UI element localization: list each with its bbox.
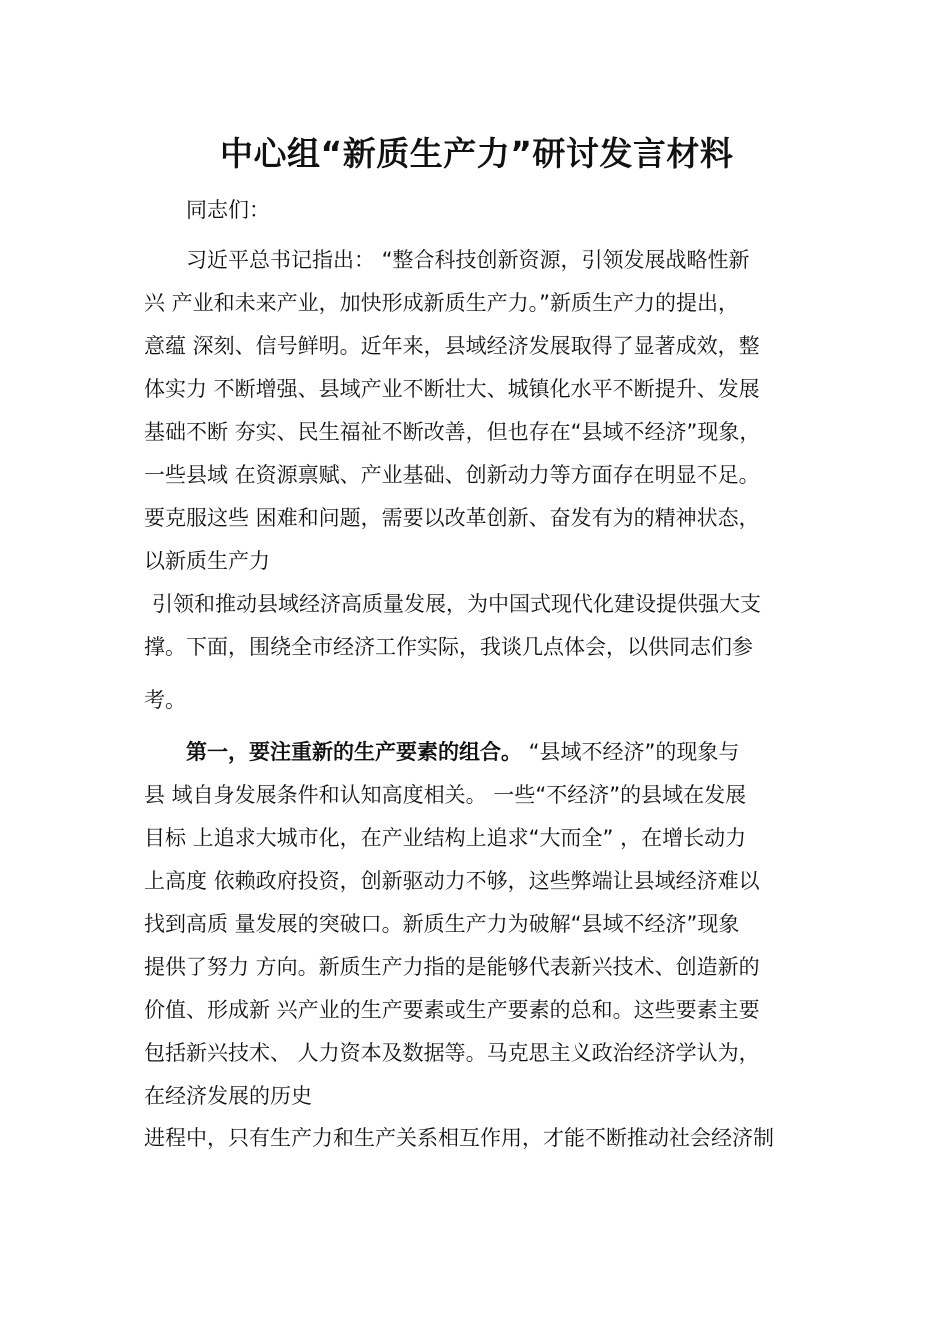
paragraph-line: 撑。下面，围绕全市经济工作实际，我谈几点体会，以供同志们参	[144, 635, 753, 659]
section-heading: 第一，要注重新的生产要素的组合。	[186, 740, 522, 764]
paragraph-line: 包括新兴技术、 人力资本及数据等。马克思主义政治经济学认为，	[144, 1041, 760, 1065]
paragraph-line: 考。	[144, 688, 186, 712]
paragraph-line: 基础不断 夯实、民生福祉不断改善，但也存在“县域不经济”现象，	[144, 420, 761, 444]
salutation: 同志们：	[186, 198, 270, 222]
paragraph-line: 县 域自身发展条件和认知高度相关。 一些“不经济”的县域在发展	[144, 783, 747, 807]
paragraph-line: 在经济发展的历史	[144, 1084, 312, 1108]
paragraph-line: 上高度 依赖政府投资，创新驱动力不够，这些弊端让县域经济难以	[144, 869, 760, 893]
paragraph-line: 一些县域 在资源禀赋、产业基础、创新动力等方面存在明显不足。	[144, 463, 760, 487]
paragraph-line: 以新质生产力	[144, 549, 270, 573]
paragraph-text: “县域不经济”的现象与	[522, 740, 740, 764]
paragraph-line: 找到高质 量发展的突破口。新质生产力为破解“县域不经济”现象	[144, 912, 740, 936]
paragraph-line: 兴 产业和未来产业，加快形成新质生产力。”新质生产力的提出，	[144, 291, 740, 315]
paragraph-line	[186, 738, 739, 766]
paragraph-line: 价值、形成新 兴产业的生产要素或生产要素的总和。这些要素主要	[144, 998, 760, 1022]
paragraph-line: 体实力 不断增强、县域产业不断壮大、城镇化水平不断提升、发展	[144, 377, 760, 401]
document-title: 中心组“新质生产力”研讨发言材料	[220, 134, 734, 173]
paragraph-line: 进程中，只有生产力和生产关系相互作用，才能不断推动社会经济制	[144, 1126, 774, 1150]
paragraph-line: 引领和推动县域经济高质量发展，为中国式现代化建设提供强大支	[152, 592, 761, 616]
paragraph-line: 提供了努力 方向。新质生产力指的是能够代表新兴技术、创造新的	[144, 955, 760, 979]
paragraph-line: 要克服这些 困难和问题，需要以改革创新、奋发有为的精神状态，	[144, 506, 760, 530]
paragraph-line: 习近平总书记指出： “整合科技创新资源，引领发展战略性新	[186, 248, 750, 272]
paragraph-line: 意蕴 深刻、信号鲜明。近年来，县域经济发展取得了显著成效，整	[144, 334, 760, 358]
paragraph-line: 目标 上追求大城市化，在产业结构上追求“大而全” ，在增长动力	[144, 826, 747, 850]
